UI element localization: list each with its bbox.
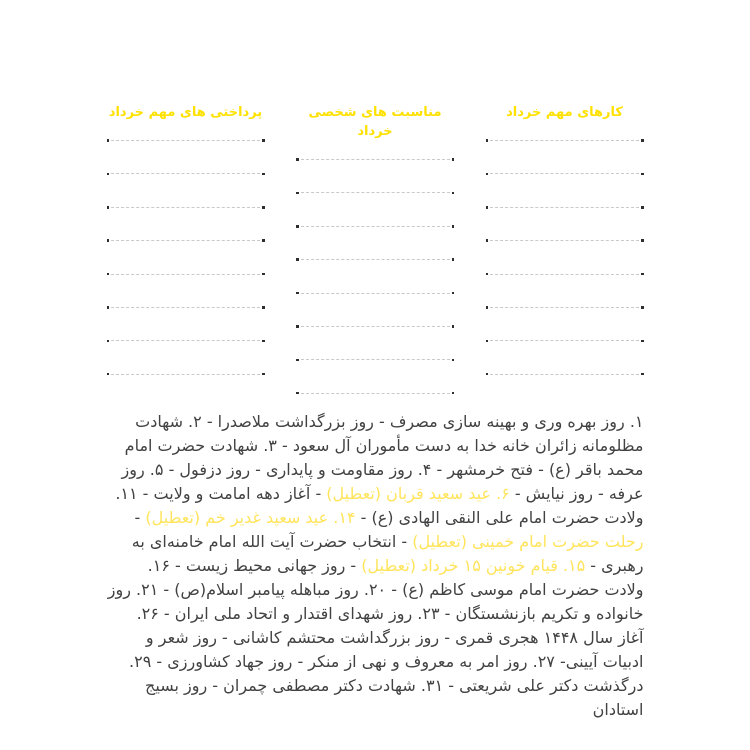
line-dash bbox=[301, 192, 450, 193]
line-dash bbox=[111, 307, 260, 308]
dotted-fill-line bbox=[486, 206, 644, 209]
columns-section bbox=[107, 103, 644, 395]
line-end-dot-icon bbox=[486, 340, 489, 343]
line-end-dot-icon bbox=[262, 239, 265, 242]
line-end-dot-icon bbox=[452, 392, 455, 395]
line-end-dot-icon bbox=[641, 340, 644, 343]
dotted-fill-line bbox=[107, 339, 265, 342]
line-dash bbox=[490, 340, 639, 341]
line-end-dot-icon bbox=[641, 273, 644, 276]
line-end-dot-icon bbox=[262, 139, 265, 142]
line-dash bbox=[490, 140, 639, 141]
dotted-fill-line bbox=[296, 158, 454, 161]
line-end-dot-icon bbox=[452, 292, 455, 295]
line-end-dot-icon bbox=[452, 192, 455, 195]
dotted-fill-line bbox=[107, 139, 265, 142]
line-end-dot-icon bbox=[486, 239, 489, 242]
line-end-dot-icon bbox=[296, 292, 299, 295]
column-payments bbox=[107, 103, 265, 395]
line-dash bbox=[490, 274, 639, 275]
dotted-fill-line bbox=[486, 373, 644, 376]
dotted-fill-line bbox=[296, 258, 454, 261]
line-end-dot-icon bbox=[641, 239, 644, 242]
column-title-payments: پرداختی های مهم خرداد bbox=[108, 105, 263, 120]
dotted-fill-line bbox=[107, 373, 265, 376]
dotted-fill-line bbox=[107, 206, 265, 209]
line-end-dot-icon bbox=[107, 273, 110, 276]
holiday-highlight-text: ۶. عید سعید قربان (تعطیل) bbox=[326, 483, 510, 503]
note-lines-tasks bbox=[486, 139, 644, 376]
event-text-segment: - انتخاب حضرت آیت الله امام خامنه‌ای به رهبری - bbox=[131, 531, 644, 575]
line-end-dot-icon bbox=[486, 306, 489, 309]
note-lines-payments bbox=[107, 139, 265, 376]
dotted-fill-line bbox=[107, 239, 265, 242]
line-dash bbox=[111, 340, 260, 341]
line-dash bbox=[490, 240, 639, 241]
dotted-fill-line bbox=[296, 191, 454, 194]
line-end-dot-icon bbox=[486, 139, 489, 142]
dotted-fill-line bbox=[486, 172, 644, 175]
line-end-dot-icon bbox=[262, 340, 265, 343]
line-end-dot-icon bbox=[107, 173, 110, 176]
dotted-fill-line bbox=[107, 306, 265, 309]
line-end-dot-icon bbox=[486, 373, 489, 376]
dotted-fill-line bbox=[486, 239, 644, 242]
line-dash bbox=[301, 359, 450, 360]
event-text-segment: ۱. روز بهره وری و بهینه سازی مصرف - روز بزرگداشت ملاصدرا - ۲. شهادت مظلومانه زائران خانه خدا به دست مأموران آل سعود - ۳. شهادت حضرت امام محمد باقر (ع) - فتح خرمشهر - ۴. روز مقاومت و پایداری - روز دزفول - ۵. روز عرفه - روز نیایش - bbox=[121, 411, 644, 503]
line-end-dot-icon bbox=[262, 206, 265, 209]
events-paragraph bbox=[107, 410, 644, 722]
line-end-dot-icon bbox=[641, 173, 644, 176]
dotted-fill-line bbox=[107, 273, 265, 276]
dotted-fill-line bbox=[486, 273, 644, 276]
column-tasks bbox=[486, 103, 644, 395]
line-dash bbox=[301, 159, 450, 160]
line-end-dot-icon bbox=[262, 273, 265, 276]
column-title-personal-occasions: مناسبت های شخصی خرداد bbox=[308, 105, 442, 139]
line-end-dot-icon bbox=[262, 173, 265, 176]
line-end-dot-icon bbox=[296, 359, 299, 362]
dotted-fill-line bbox=[486, 306, 644, 309]
line-end-dot-icon bbox=[262, 373, 265, 376]
line-end-dot-icon bbox=[107, 239, 110, 242]
event-text-segment: - bbox=[134, 507, 146, 527]
column-personal-occasions bbox=[296, 103, 454, 395]
line-end-dot-icon bbox=[296, 225, 299, 228]
line-end-dot-icon bbox=[641, 373, 644, 376]
dotted-fill-line bbox=[296, 325, 454, 328]
line-dash bbox=[111, 240, 260, 241]
line-dash bbox=[490, 173, 639, 174]
holiday-highlight-text: ۱۵. قیام خونین ۱۵ خرداد (تعطیل) bbox=[361, 555, 586, 575]
line-end-dot-icon bbox=[107, 306, 110, 309]
line-end-dot-icon bbox=[452, 258, 455, 261]
event-text-segment: - آغاز دهه امامت و ولایت - ۱۱. ولادت حضرت امام علی النقی الهادی (ع) - bbox=[115, 483, 644, 527]
line-dash bbox=[111, 140, 260, 141]
line-end-dot-icon bbox=[452, 158, 455, 161]
dotted-fill-line bbox=[296, 358, 454, 361]
dotted-fill-line bbox=[107, 172, 265, 175]
line-end-dot-icon bbox=[107, 139, 110, 142]
line-end-dot-icon bbox=[486, 273, 489, 276]
line-end-dot-icon bbox=[296, 158, 299, 161]
line-end-dot-icon bbox=[452, 225, 455, 228]
line-dash bbox=[111, 374, 260, 375]
line-end-dot-icon bbox=[296, 325, 299, 328]
event-text-segment: - روز جهانی محیط زیست - ۱۶. ولادت حضرت امام موسی کاظم (ع) - ۲۰. روز مباهله پیامبر اسلام(ص) - ۲۱. روز خانواده و تکریم بازنشستگان - ۲۳. روز شهدای اقتدار و اتحاد ملی ایران - ۲۶. آغاز سال ۱۴۴۸ هجری قمری - روز بزرگداشت محتشم کاشانی - روز شعر و ادبیات آیینی- ۲۷. روز امر به معروف و نهی از منکر - روز جهاد کشاورزی - ۲۹. درگذشت دکتر علی شریعتی - ۳۱. شهادت دکتر مصطفی چمران - روز بسیج استادان bbox=[107, 555, 644, 719]
line-end-dot-icon bbox=[641, 306, 644, 309]
line-dash bbox=[490, 374, 639, 375]
planner-page bbox=[107, 0, 644, 722]
note-lines-personal-occasions bbox=[296, 158, 454, 395]
line-dash bbox=[301, 393, 450, 394]
dotted-fill-line bbox=[486, 139, 644, 142]
line-end-dot-icon bbox=[107, 206, 110, 209]
dotted-fill-line bbox=[296, 225, 454, 228]
line-end-dot-icon bbox=[641, 139, 644, 142]
line-end-dot-icon bbox=[452, 325, 455, 328]
line-dash bbox=[301, 259, 450, 260]
line-dash bbox=[111, 207, 260, 208]
column-title-tasks: کارهای مهم خرداد bbox=[506, 105, 623, 120]
holiday-highlight-text: ۱۴. عید سعید غدیر خم (تعطیل) bbox=[145, 507, 356, 527]
line-end-dot-icon bbox=[296, 192, 299, 195]
line-end-dot-icon bbox=[452, 359, 455, 362]
line-end-dot-icon bbox=[296, 392, 299, 395]
dotted-fill-line bbox=[296, 292, 454, 295]
line-dash bbox=[111, 173, 260, 174]
line-dash bbox=[301, 293, 450, 294]
line-end-dot-icon bbox=[486, 173, 489, 176]
line-end-dot-icon bbox=[107, 373, 110, 376]
holiday-highlight-text: رحلت حضرت امام خمینی (تعطیل) bbox=[412, 531, 644, 551]
line-dash bbox=[490, 207, 639, 208]
line-dash bbox=[111, 274, 260, 275]
line-dash bbox=[301, 226, 450, 227]
dotted-fill-line bbox=[296, 392, 454, 395]
line-end-dot-icon bbox=[641, 206, 644, 209]
dotted-fill-line bbox=[486, 339, 644, 342]
line-end-dot-icon bbox=[107, 340, 110, 343]
line-end-dot-icon bbox=[296, 258, 299, 261]
line-dash bbox=[301, 326, 450, 327]
line-dash bbox=[490, 307, 639, 308]
line-end-dot-icon bbox=[262, 306, 265, 309]
line-end-dot-icon bbox=[486, 206, 489, 209]
